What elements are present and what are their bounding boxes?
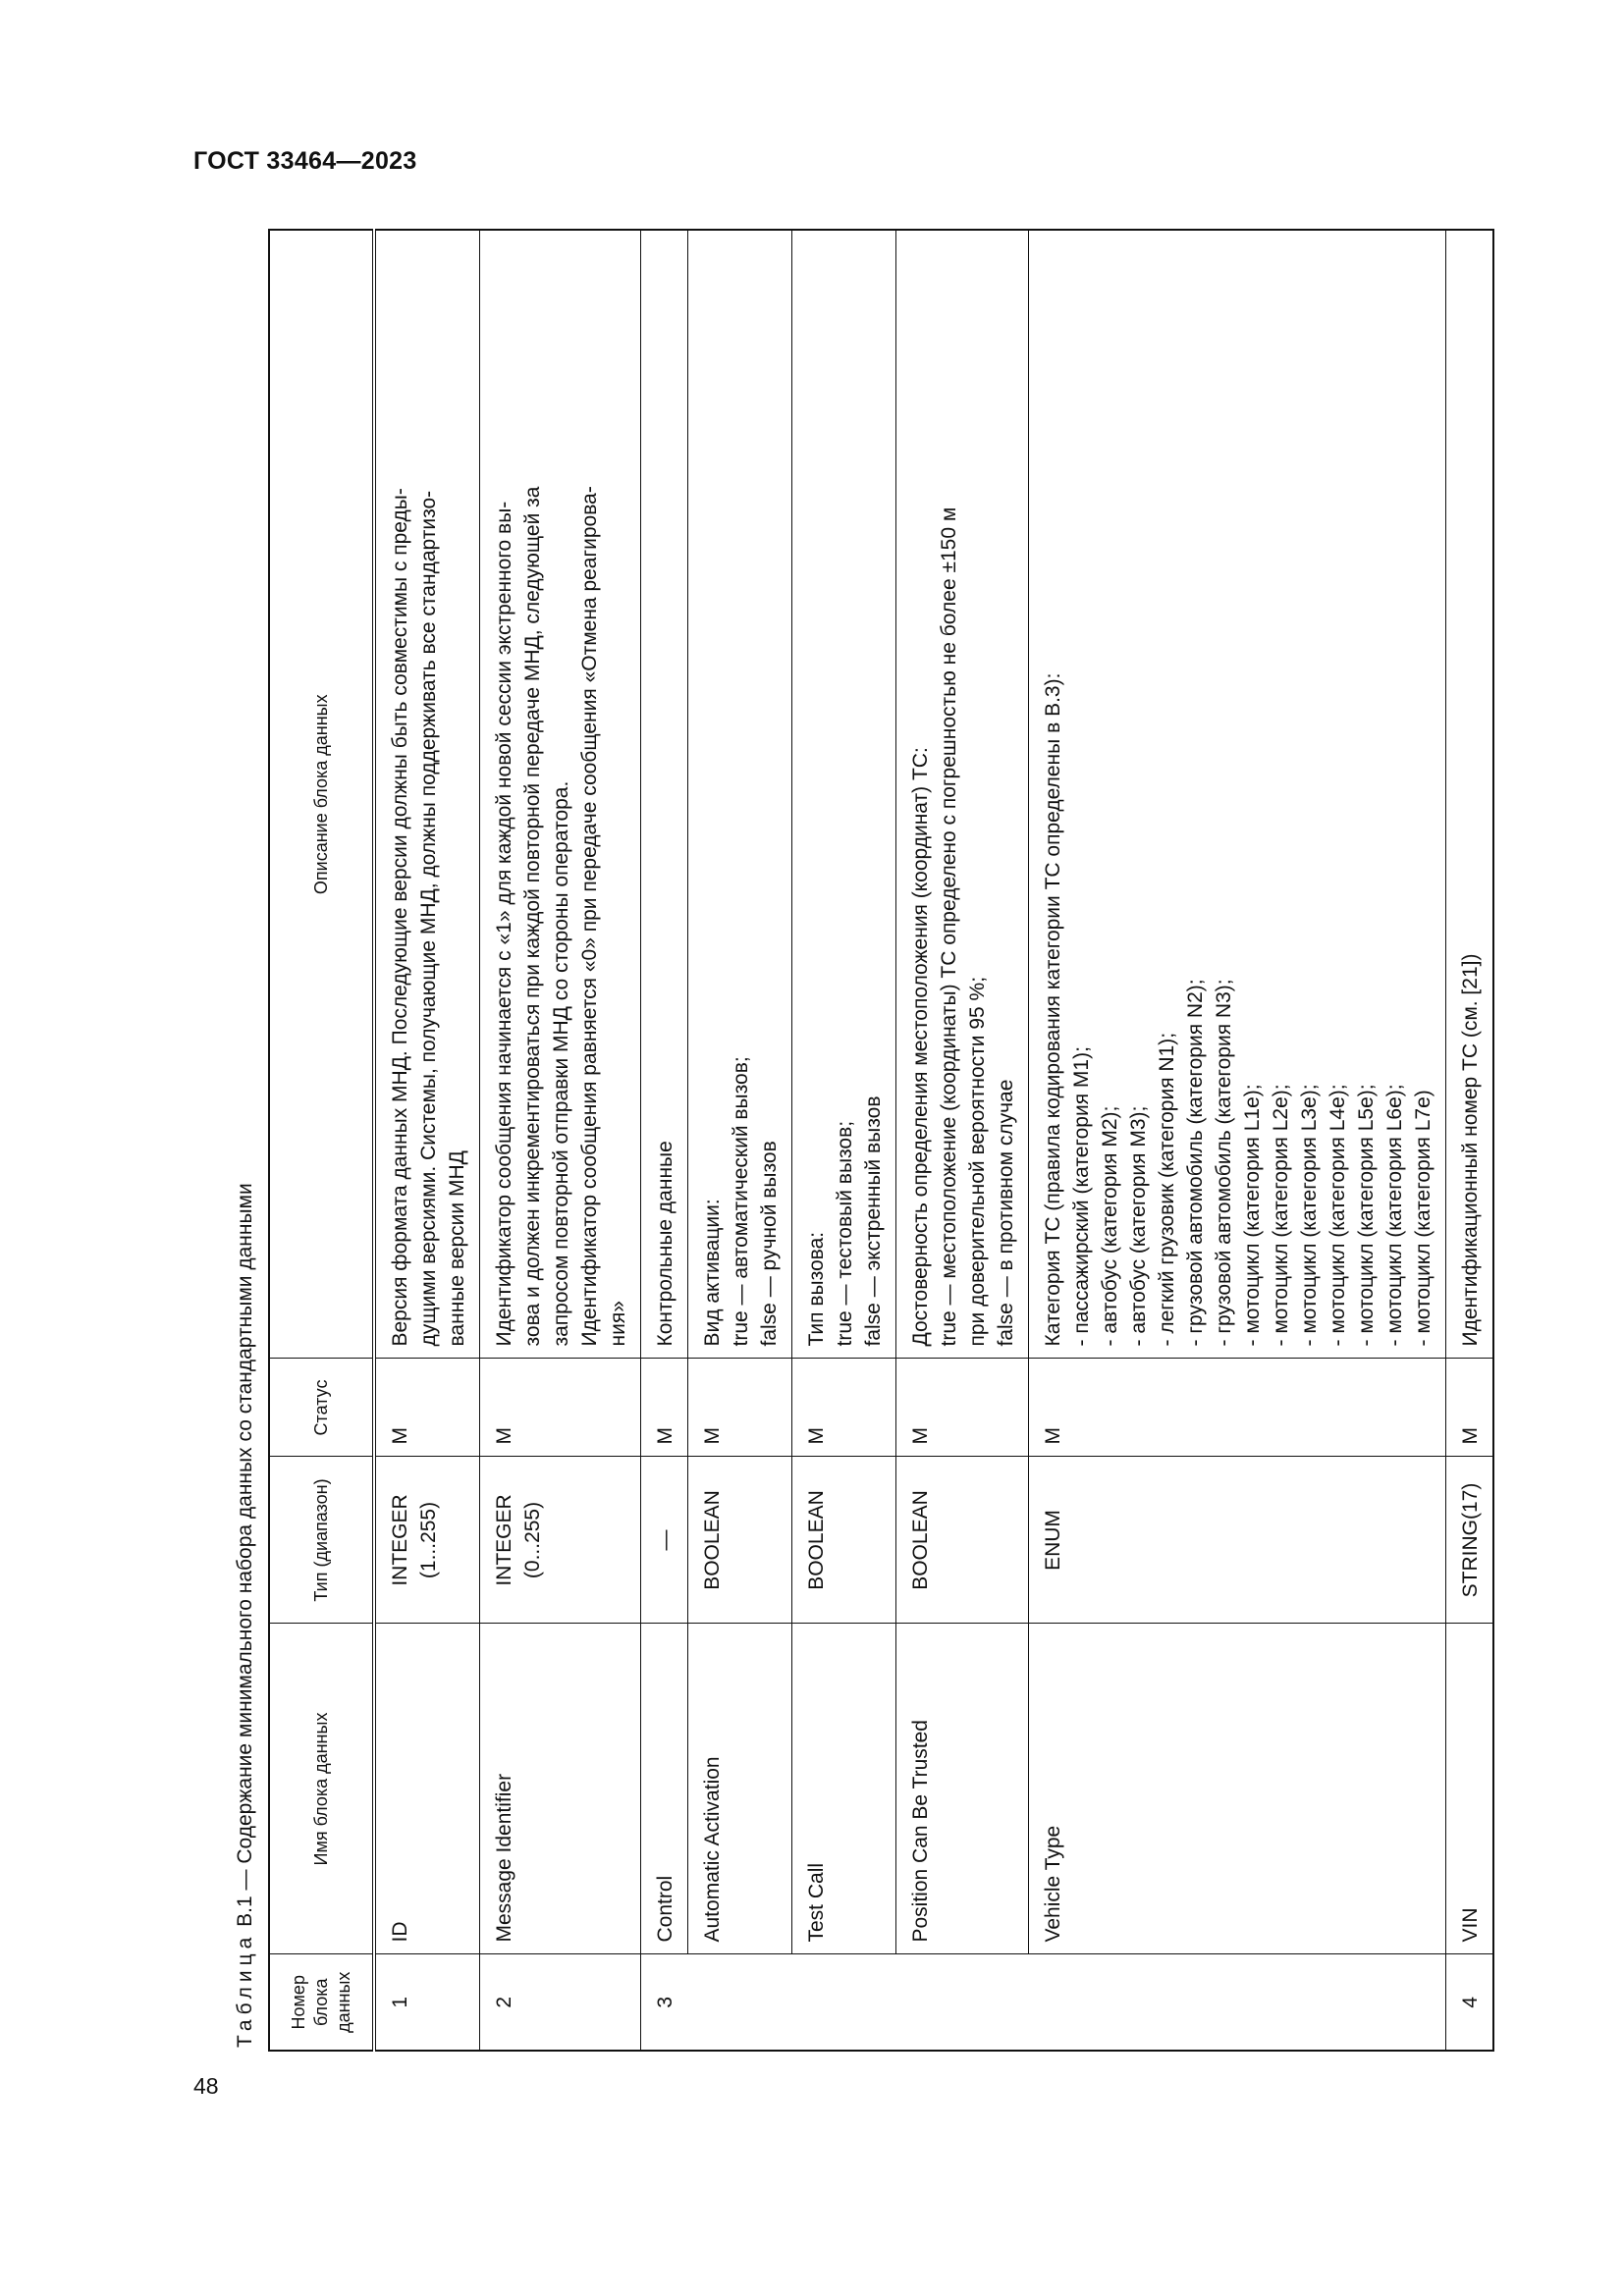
cell-status: M: [374, 1359, 480, 1457]
cell-desc: Достоверность определения местоположения (координат) ТС: true — местоположение (координаты) ТС определено с погрешностью не более ±150 м при доверительной вероятности 95 %; false — в противном случае: [896, 230, 1029, 1359]
cell-desc: Идентификационный номер ТС (см. [21]): [1446, 230, 1494, 1359]
cell-num: 1: [374, 1954, 480, 2051]
table-row: [896, 230, 1029, 2051]
cell-status: M: [480, 1359, 641, 1457]
cell-name: Test Call: [792, 1624, 896, 1954]
cell-name: ID: [374, 1624, 480, 1954]
rotated-table-frame: [231, 231, 1486, 2052]
cell-name: Automatic Activation: [688, 1624, 792, 1954]
cell-name: Vehicle Type: [1029, 1624, 1446, 1954]
table-row: [792, 230, 896, 2051]
table-header-row: [269, 230, 374, 2051]
col-header-name: Имя блока данных: [269, 1624, 374, 1954]
table-row: [480, 230, 641, 2051]
cell-desc: Категория ТС (правила кодирования категории ТС определены в В.3): - пассажирский (категория M1); - автобус (категория M2); - автобус (категория M3); - легкий грузовик (категория N1); - грузовой автомобиль (категория N2); - грузовой автомобиль (категория N3); - мотоцикл (категория L1e); - мотоцикл (категория L2e); - мотоцикл (категория L3e); - мотоцикл (категория L4e); - мотоцикл (категория L5e); - мотоцикл (категория L6e); - мотоцикл (категория L7e): [1029, 230, 1446, 1359]
cell-type: BOOLEAN: [688, 1457, 792, 1624]
caption-prefix: Таблица: [234, 1932, 256, 2048]
cell-name: Message Identifier: [480, 1624, 641, 1954]
cell-type: STRING(17): [1446, 1457, 1494, 1624]
cell-name: VIN: [1446, 1624, 1494, 1954]
cell-type: BOOLEAN: [896, 1457, 1029, 1624]
cell-desc: Тип вызова: true — тестовый вызов; false — экстренный вызов: [792, 230, 896, 1359]
cell-desc: Идентификатор сообщения начинается с «1» для каждой новой сессии экстренного вы- зова и должен инкрементироваться при каждой повторной передаче МНД, следующей за запросом повторной отправки МНД со стороны оператора. Идентификатор сообщения равняется «0» при передаче сообщения «Отмена реагирова- ния»: [480, 230, 641, 1359]
table-row: [1446, 230, 1494, 2051]
cell-desc: Контрольные данные: [641, 230, 688, 1359]
cell-type: INTEGER (1...255): [374, 1457, 480, 1624]
cell-status: M: [792, 1359, 896, 1457]
cell-type: INTEGER (0...255): [480, 1457, 641, 1624]
table-row: [688, 230, 792, 2051]
table-row: [374, 230, 480, 2051]
table-caption: [231, 227, 268, 2052]
page-number: 48: [193, 2073, 219, 2099]
cell-status: M: [688, 1359, 792, 1457]
cell-num: 4: [1446, 1954, 1494, 2051]
cell-num: 2: [480, 1954, 641, 2051]
cell-status: M: [1029, 1359, 1446, 1457]
data-table: [268, 229, 1494, 2052]
col-header-type: Тип (диапазон): [269, 1457, 374, 1624]
document-header: ГОСТ 33464—2023: [193, 147, 417, 175]
col-header-desc: Описание блока данных: [269, 230, 374, 1359]
cell-type: ENUM: [1029, 1457, 1446, 1624]
cell-name: Control: [641, 1624, 688, 1954]
cell-type: BOOLEAN: [792, 1457, 896, 1624]
cell-desc: Версия формата данных МНД. Последующие версии должны быть совместимы с преды- дущими версиями. Системы, получающие МНД, должны поддерживать все стандартизо- ванные версии МНД: [374, 230, 480, 1359]
table-row: [1029, 230, 1446, 2051]
cell-status: M: [1446, 1359, 1494, 1457]
cell-status: M: [896, 1359, 1029, 1457]
cell-num: 3: [641, 1954, 1446, 2051]
col-header-num: Номер блока данных: [269, 1954, 374, 2051]
table-row: [641, 230, 688, 2051]
cell-status: M: [641, 1359, 688, 1457]
cell-type: —: [641, 1457, 688, 1624]
caption-text: В.1 — Содержание минимального набора данных со стандартными данными: [234, 1183, 256, 1933]
cell-name: Position Can Be Trusted: [896, 1624, 1029, 1954]
cell-desc: Вид активации: true — автоматический вызов; false — ручной вызов: [688, 230, 792, 1359]
col-header-status: Статус: [269, 1359, 374, 1457]
